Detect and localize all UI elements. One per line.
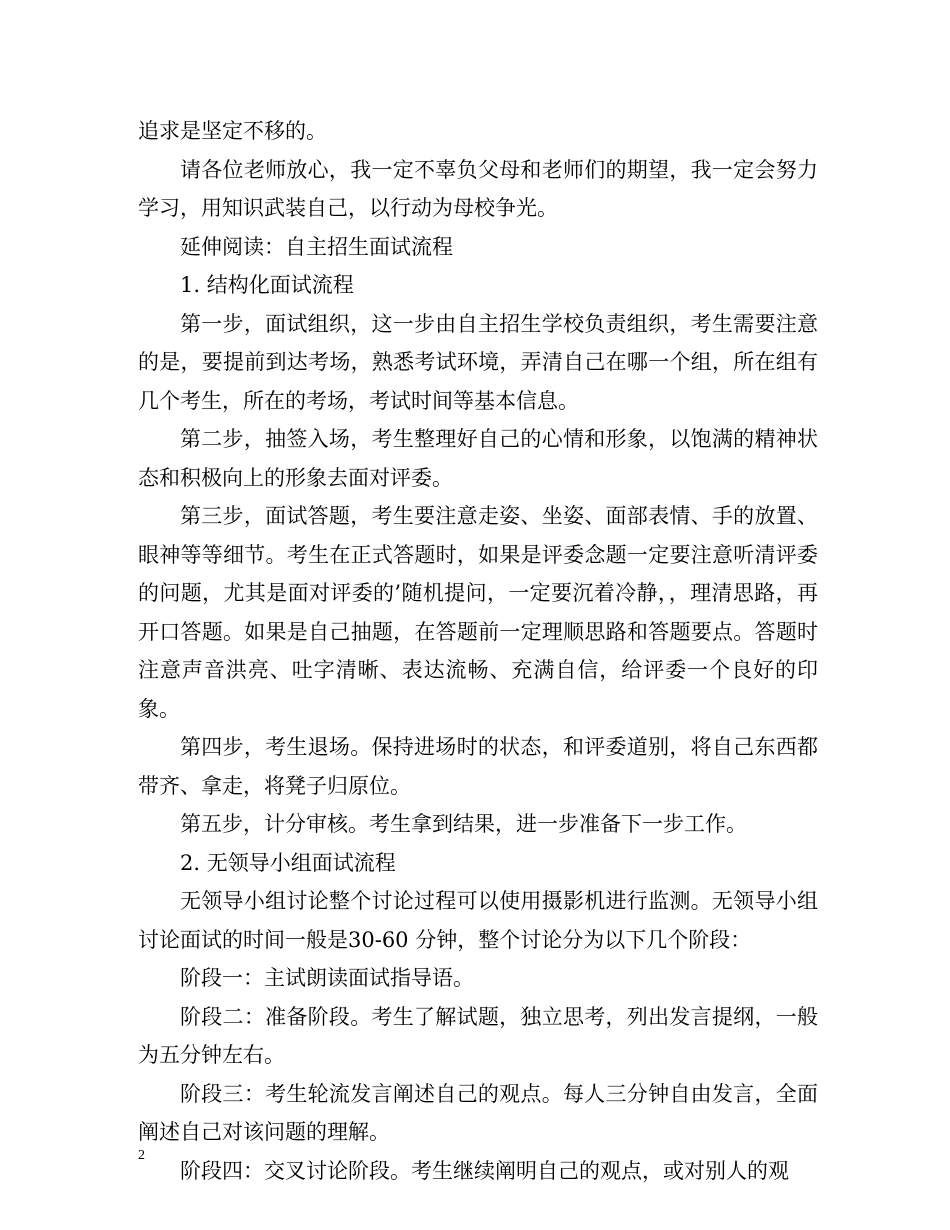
- paragraph: 阶段三：考生轮流发言阐述自己的观点。每人三分钟自由发言，全面阐述自己对该问题的理解。: [138, 1081, 818, 1144]
- subsection-heading: 2. 无领导小组面试流程: [180, 850, 396, 875]
- subsection-heading: 1. 结构化面试流程: [180, 273, 354, 297]
- page-number: 2: [138, 1148, 145, 1163]
- paragraph: 第一步，面试组织，这一步由自主招生学校负责组织，考生需要注意的是，要提前到达考场，熟悉考试环境，弄清自己在哪一个组，所在组有几个考生，所在的考场，考试时间等基本信息。: [138, 311, 818, 413]
- document-body: [138, 112, 818, 1190]
- paragraph: 第五步，计分审核。考生拿到结果，进一步准备下一步工作。: [180, 812, 747, 836]
- paragraph: 阶段一：主试朗读面试指导语。: [180, 966, 474, 990]
- paragraph: 第二步，抽签入场，考生整理好自己的心情和形象，以饱满的精神状态和积极向上的形象去面对评委。: [138, 427, 818, 490]
- paragraph: 无领导小组讨论整个讨论过程可以使用摄影机进行监测。无领导小组讨论面试的时间一般是30-60 分钟，整个讨论分为以下几个阶段：: [138, 889, 818, 952]
- paragraph: 阶段二：准备阶段。考生了解试题，独立思考，列出发言提纲，一般为五分钟左右。: [138, 1004, 818, 1067]
- section-heading: 延伸阅读：自主招生面试流程: [180, 234, 453, 259]
- paragraph: 请各位老师放心，我一定不辜负父母和老师们的期望，我一定会努力学习，用知识武装自己，以行动为母校争光。: [138, 157, 818, 220]
- paragraph: 追求是坚定不移的。: [138, 119, 327, 143]
- paragraph: 第四步，考生退场。保持进场时的状态，和评委道别，将自己东西都带齐、拿走，将凳子归原位。: [138, 735, 818, 798]
- paragraph: 第三步，面试答题，考生要注意走姿、坐姿、面部表情、手的放置、眼神等等细节。考生在正式答题时，如果是评委念题一定要注意听清评委的问题，尤其是面对评委的’随机提问，一定要沉着冷静，，理清思路，再开口答题。如果是自己抽题，在答题前一定理顺思路和答题要点。答题时注意声音洪亮、吐字清晰、表达流畅、充满自信，给评委一个良好的印象。: [138, 504, 818, 721]
- paragraph: 阶段四：交叉讨论阶段。考生继续阐明自己的观点，或对别人的观: [180, 1158, 789, 1183]
